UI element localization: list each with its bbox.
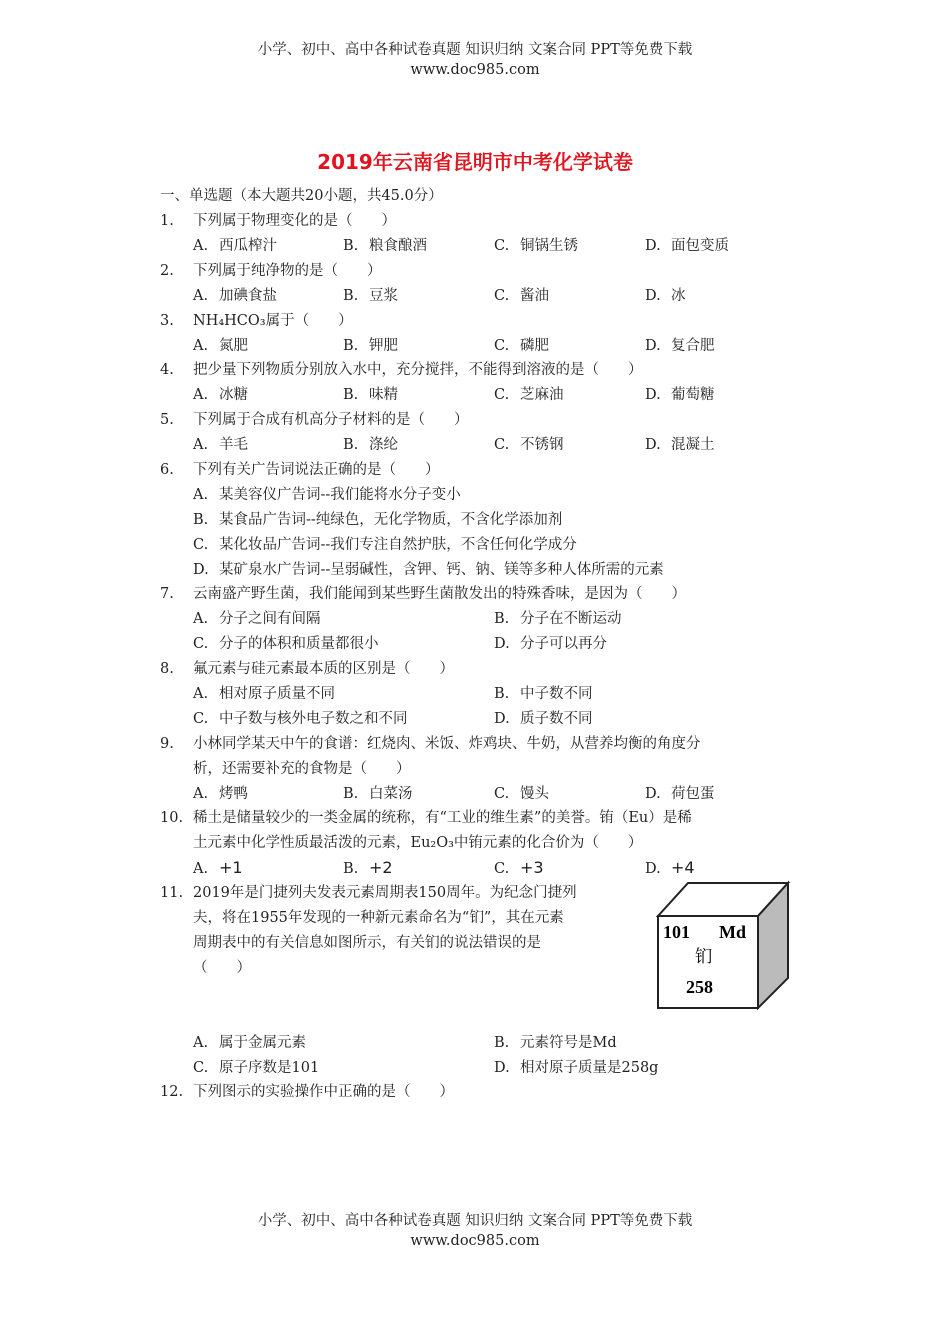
element-number: 101 — [663, 922, 690, 942]
option-text: 铜锅生锈 — [520, 237, 578, 254]
answer-option[interactable] — [343, 286, 398, 306]
question-stem: 下列属于纯净物的是（ ） — [193, 263, 382, 279]
question-stem: NH₄HCO₃属于（ ） — [193, 313, 353, 329]
option-letter: C. — [494, 785, 510, 802]
option-text: 元素符号是Md — [520, 1035, 617, 1051]
option-text: 面包变质 — [671, 237, 729, 254]
footer-url[interactable]: www.doc985.com — [410, 1233, 540, 1249]
page-title: 2019年云南省昆明市中考化学试卷 — [317, 150, 633, 174]
question-stem: 云南盛产野生菌，我们能闻到某些野生菌散发出的特殊香味，是因为（ ） — [193, 586, 686, 602]
option-text: 葡萄糖 — [671, 386, 715, 403]
option-letter: B. — [193, 511, 209, 528]
option-letter: B. — [494, 685, 510, 702]
option-text: 分子之间有间隔 — [219, 610, 321, 627]
header-url[interactable]: www.doc985.com — [410, 62, 540, 78]
option-letter: C. — [494, 386, 510, 403]
element-mass: 258 — [686, 977, 713, 997]
option-letter: B. — [343, 337, 359, 354]
option-text: 白菜汤 — [369, 785, 413, 802]
option-letter: C. — [193, 536, 209, 553]
question-stem: 周期表中的有关信息如图所示，有关钔的说法错误的是 — [193, 934, 541, 951]
option-text: 复合肥 — [671, 337, 715, 354]
answer-option[interactable] — [494, 385, 564, 405]
option-text: 原子序数是101 — [219, 1059, 320, 1076]
question-stem: （ ） — [193, 959, 251, 976]
question-stem: 氟元素与硅元素最本质的区别是（ ） — [193, 661, 454, 677]
option-text: 磷肥 — [520, 337, 549, 354]
question-stem: 夫，将在1955年发现的一种新元素命名为“钔”，其在元素 — [193, 909, 564, 926]
option-letter: A. — [193, 610, 209, 627]
option-text: 西瓜榨汁 — [219, 237, 277, 254]
answer-option[interactable] — [494, 1058, 658, 1078]
answer-option[interactable] — [494, 1033, 617, 1053]
question-number: 2. — [160, 263, 174, 279]
answer-option[interactable] — [494, 684, 593, 704]
option-letter: B. — [494, 1035, 510, 1051]
answer-option[interactable] — [494, 609, 622, 629]
option-text: 分子在不断运动 — [520, 610, 622, 627]
answer-option[interactable] — [193, 1033, 306, 1053]
option-letter: A. — [193, 287, 209, 304]
question-number: 4. — [160, 362, 174, 378]
option-text: 钾肥 — [369, 337, 398, 354]
answer-option[interactable] — [193, 634, 379, 654]
question-number: 12. — [160, 1084, 184, 1100]
answer-option[interactable] — [494, 784, 549, 804]
answer-option[interactable] — [645, 385, 715, 405]
option-letter: D. — [193, 561, 209, 578]
question-stem: 小林同学某天中午的食谱：红烧肉、米饭、炸鸡块、牛奶，从营养均衡的角度分 — [193, 736, 701, 752]
option-letter: D. — [494, 710, 510, 727]
question-number: 1. — [160, 213, 174, 229]
option-text: 涤纶 — [369, 436, 398, 453]
option-text: 氮肥 — [219, 337, 248, 354]
option-letter: A. — [193, 436, 209, 453]
question-stem: 把少量下列物质分别放入水中，充分搅拌，不能得到溶液的是（ ） — [193, 362, 643, 378]
option-letter: D. — [645, 436, 661, 453]
question-stem: 下列图示的实验操作中正确的是（ ） — [193, 1084, 454, 1100]
option-letter: D. — [645, 237, 661, 254]
answer-option[interactable] — [193, 560, 664, 580]
answer-option[interactable] — [193, 236, 277, 256]
answer-option[interactable] — [494, 286, 549, 306]
option-letter: C. — [193, 635, 209, 652]
option-text: 属于金属元素 — [219, 1035, 306, 1051]
option-letter: A. — [193, 1035, 209, 1051]
answer-option[interactable] — [193, 336, 248, 356]
answer-option[interactable] — [494, 236, 578, 256]
question-number: 10. — [160, 810, 184, 826]
option-letter: A. — [193, 386, 209, 403]
answer-option[interactable] — [193, 858, 243, 878]
answer-option[interactable] — [494, 858, 544, 878]
option-text: 相对原子质量是258g — [520, 1059, 659, 1076]
element-card-image — [655, 880, 791, 1014]
option-text: 芝麻油 — [520, 386, 564, 403]
option-text: 某化妆品广告词--我们专注自然护肤，不含任何化学成分 — [219, 536, 577, 553]
question-number: 9. — [160, 736, 174, 752]
option-letter: C. — [494, 436, 510, 453]
option-text: 分子的体积和质量都很小 — [219, 635, 379, 652]
option-text: +3 — [520, 857, 544, 877]
section-heading: 一、单选题（本大题共20小题，共45.0分） — [160, 188, 443, 204]
answer-option[interactable] — [645, 236, 729, 256]
answer-option[interactable] — [193, 385, 248, 405]
option-text: 分子可以再分 — [520, 635, 607, 652]
option-letter: B. — [343, 287, 359, 304]
answer-option[interactable] — [645, 435, 715, 455]
answer-option[interactable] — [343, 858, 393, 878]
answer-option[interactable] — [343, 385, 398, 405]
option-text: 加碘食盐 — [219, 287, 277, 304]
option-text: +1 — [219, 857, 243, 877]
answer-option[interactable] — [494, 435, 564, 455]
answer-option[interactable] — [193, 1058, 319, 1078]
option-text: 冰糖 — [219, 386, 248, 403]
option-letter: B. — [343, 436, 359, 453]
answer-option[interactable] — [193, 286, 277, 306]
answer-option[interactable] — [193, 435, 248, 455]
option-letter: D. — [645, 386, 661, 403]
option-text: 中子数不同 — [520, 685, 593, 702]
answer-option[interactable] — [645, 286, 686, 306]
option-letter: D. — [645, 287, 661, 304]
answer-option[interactable] — [494, 336, 549, 356]
answer-option[interactable] — [645, 858, 695, 878]
question-stem: 下列有关广告词说法正确的是（ ） — [193, 462, 440, 478]
option-letter: A. — [193, 685, 209, 702]
option-text: 粮食酿酒 — [369, 237, 427, 254]
option-text: +4 — [671, 857, 695, 877]
option-letter: A. — [193, 337, 209, 354]
option-letter: C. — [494, 237, 510, 254]
element-name: 钔 — [695, 947, 712, 967]
option-text: 馒头 — [520, 785, 549, 802]
option-text: 豆浆 — [369, 287, 398, 304]
answer-option[interactable] — [645, 784, 715, 804]
option-text: 不锈钢 — [520, 436, 564, 453]
answer-option[interactable] — [193, 485, 461, 505]
option-letter: C. — [494, 860, 510, 877]
question-number: 8. — [160, 661, 174, 677]
question-number: 3. — [160, 313, 174, 329]
answer-option[interactable] — [494, 634, 607, 654]
question-stem: 析，还需要补充的食物是（ ） — [193, 760, 411, 777]
option-letter: B. — [343, 386, 359, 403]
option-letter: B. — [343, 785, 359, 802]
answer-option[interactable] — [494, 709, 593, 729]
option-letter: A. — [193, 237, 209, 254]
answer-option[interactable] — [193, 535, 577, 555]
option-letter: C. — [193, 710, 209, 727]
option-text: 中子数与核外电子数之和不同 — [219, 710, 408, 727]
option-letter: C. — [193, 1059, 209, 1076]
option-text: 味精 — [369, 386, 398, 403]
option-letter: D. — [645, 860, 661, 877]
answer-option[interactable] — [193, 609, 321, 629]
question-number: 5. — [160, 412, 174, 428]
option-text: 某美容仪广告词--我们能将水分子变小 — [219, 486, 461, 503]
question-stem: 土元素中化学性质最活泼的元素，Eu₂O₃中铕元素的化合价为（ ） — [193, 834, 643, 851]
option-letter: B. — [343, 237, 359, 254]
question-number: 11. — [160, 885, 184, 901]
answer-option[interactable] — [645, 336, 715, 356]
footer-ad-line: 小学、初中、高中各种试卷真题 知识归纳 文案合同 PPT等免费下载 — [257, 1213, 693, 1229]
option-letter: C. — [494, 337, 510, 354]
option-letter: C. — [494, 287, 510, 304]
question-number: 7. — [160, 586, 174, 602]
answer-option[interactable] — [193, 709, 408, 729]
answer-option[interactable] — [343, 435, 398, 455]
option-text: 烤鸭 — [219, 785, 248, 802]
option-letter: A. — [193, 860, 209, 877]
answer-option[interactable] — [193, 684, 335, 704]
element-symbol: Md — [719, 922, 746, 942]
option-text: 相对原子质量不同 — [219, 685, 335, 702]
option-text: 混凝土 — [671, 436, 715, 453]
option-letter: B. — [494, 610, 510, 627]
option-letter: D. — [645, 337, 661, 354]
option-letter: B. — [343, 860, 359, 877]
option-text: 质子数不同 — [520, 710, 593, 727]
option-letter: D. — [494, 1059, 510, 1076]
option-text: 荷包蛋 — [671, 785, 715, 802]
answer-option[interactable] — [193, 510, 562, 530]
option-text: 某矿泉水广告词--呈弱碱性，含钾、钙、钠、镁等多种人体所需的元素 — [219, 561, 664, 578]
option-letter: D. — [494, 635, 510, 652]
option-text: 酱油 — [520, 287, 549, 304]
question-stem: 2019年是门捷列夫发表元素周期表150周年。为纪念门捷列 — [193, 885, 577, 901]
answer-option[interactable] — [343, 236, 427, 256]
answer-option[interactable] — [193, 784, 248, 804]
option-text: 冰 — [671, 287, 686, 304]
answer-option[interactable] — [343, 784, 413, 804]
option-letter: D. — [645, 785, 661, 802]
answer-option[interactable] — [343, 336, 398, 356]
question-stem: 稀土是储量较少的一类金属的统称，有“工业的维生素”的美誉。铕（Eu）是稀 — [193, 810, 692, 826]
header-ad-line: 小学、初中、高中各种试卷真题 知识归纳 文案合同 PPT等免费下载 — [257, 42, 693, 58]
option-text: 某食品广告词--纯绿色，无化学物质，不含化学添加剂 — [219, 511, 563, 528]
option-letter: A. — [193, 486, 209, 503]
option-letter: A. — [193, 785, 209, 802]
question-stem: 下列属于合成有机高分子材料的是（ ） — [193, 412, 469, 428]
option-text: +2 — [369, 857, 393, 877]
question-stem: 下列属于物理变化的是（ ） — [193, 213, 396, 229]
question-number: 6. — [160, 462, 174, 478]
option-text: 羊毛 — [219, 436, 248, 453]
